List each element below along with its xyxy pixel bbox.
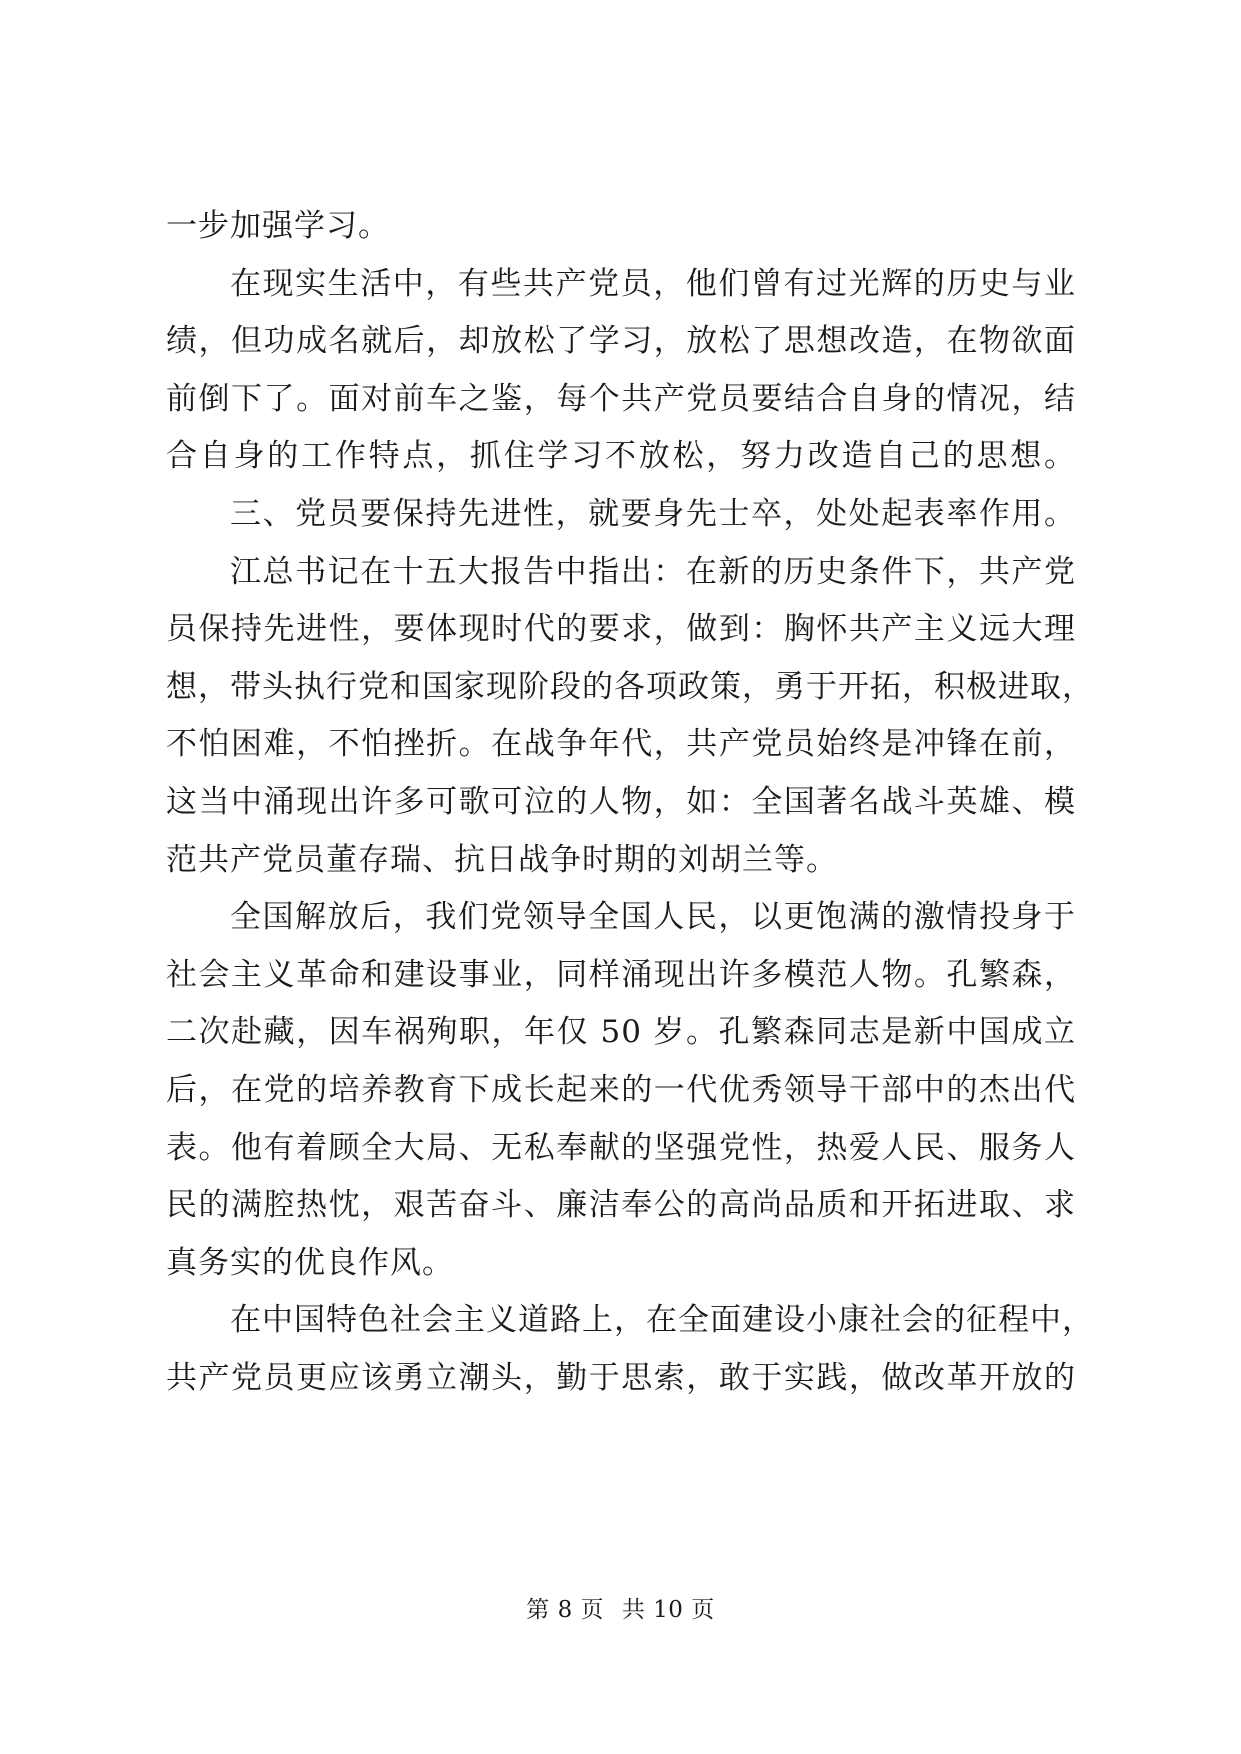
text-line: 后，在党的培养教育下成长起来的一代优秀领导干部中的杰出代 (166, 1071, 1076, 1108)
page-total: 共 10 页 (621, 1597, 715, 1623)
text-line: 社会主义革命和建设事业，同样涌现出许多模范人物。孔繁森， (166, 956, 1076, 993)
text-line: 前倒下了。面对前车之鉴，每个共产党员要结合自身的情况，结 (166, 380, 1076, 417)
text-line: 员保持先进性，要体现时代的要求，做到：胸怀共产主义远大理 (166, 611, 1076, 648)
section-heading: 三、党员要保持先进性，就要身先士卒，处处起表率作用。 (230, 495, 1076, 532)
text-line: 一步加强学习。 (166, 208, 390, 244)
body-text (166, 198, 1094, 1407)
text-line: 江总书记在十五大报告中指出：在新的历史条件下，共产党 (230, 553, 1076, 590)
text-line: 表。他有着顾全大局、无私奉献的坚强党性，热爱人民、服务人 (166, 1129, 1076, 1166)
text-line: 这当中涌现出许多可歌可泣的人物，如：全国著名战斗英雄、模 (166, 783, 1076, 820)
text-line: 全国解放后，我们党领导全国人民，以更饱满的激情投身于 (230, 899, 1076, 936)
text-line: 真务实的优良作风。 (166, 1244, 454, 1281)
text-line: 在现实生活中，有些共产党员，他们曾有过光辉的历史与业 (230, 265, 1076, 302)
text-line: 民的满腔热忱，艰苦奋斗、廉洁奉公的高尚品质和开拓进取、求 (166, 1187, 1076, 1224)
text-line: 二次赴藏，因车祸殉职，年仅 50 岁。孔繁森同志是新中国成立 (166, 1014, 1076, 1051)
text-line: 想，带头执行党和国家现阶段的各项政策，勇于开拓，积极进取， (166, 668, 1094, 705)
text-line: 绩，但功成名就后，却放松了学习，放松了思想改造，在物欲面 (166, 323, 1076, 360)
text-line: 合自身的工作特点，抓住学习不放松，努力改造自己的思想。 (166, 438, 1076, 475)
text-line: 范共产党员董存瑞、抗日战争时期的刘胡兰等。 (166, 841, 838, 878)
text-line: 共产党员更应该勇立潮头，勤于思索，敢于实践，做改革开放的 (166, 1359, 1076, 1396)
text-line: 在中国特色社会主义道路上，在全面建设小康社会的征程中， (230, 1302, 1094, 1339)
text-line: 不怕困难，不怕挫折。在战争年代，共产党员始终是冲锋在前， (166, 726, 1076, 763)
page-number: 第 8 页 (526, 1597, 605, 1623)
page-footer (0, 1591, 1241, 1624)
